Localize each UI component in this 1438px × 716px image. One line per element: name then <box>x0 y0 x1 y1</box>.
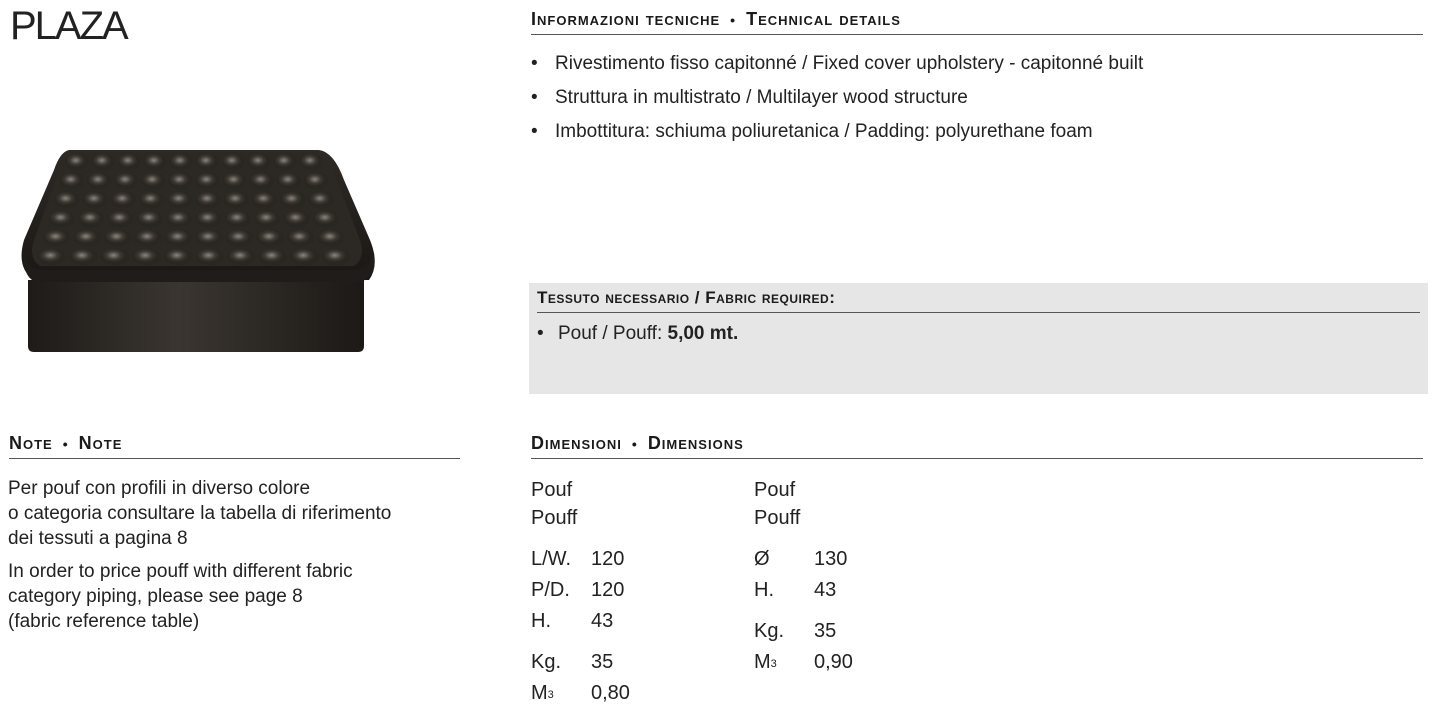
notes-paragraph-en: In order to price pouff with different fabric category piping, please see page 8 (fabric reference table) <box>8 561 353 632</box>
tuft <box>110 192 136 209</box>
list-item: • Imbottitura: schiuma poliuretanica / Padding: polyurethane foam <box>531 115 1423 149</box>
dimensions-square <box>531 476 731 709</box>
tuft <box>247 154 271 171</box>
tuft <box>287 230 315 247</box>
tuft <box>195 230 223 247</box>
dimensions-heading-en: Dimensions <box>647 433 744 453</box>
tuft <box>54 192 80 209</box>
dimensions-heading <box>531 433 1423 459</box>
tuft <box>195 211 222 228</box>
tuft <box>104 230 132 247</box>
tuft <box>195 192 221 209</box>
tuft <box>69 249 98 266</box>
dim-row-volume: $M^3$ 0,90 <box>754 651 853 673</box>
tuft <box>223 192 249 209</box>
tuft <box>165 230 193 247</box>
tuft <box>73 230 101 247</box>
dim-name-en: Pouff <box>531 507 578 529</box>
tuft <box>136 211 163 228</box>
tuft <box>304 173 329 190</box>
product-image <box>14 140 380 356</box>
tuft <box>225 211 252 228</box>
tuft <box>249 173 274 190</box>
dim-row-h: H. 43 <box>754 579 837 601</box>
bullet-icon: • <box>531 121 538 142</box>
tuft <box>37 249 66 266</box>
bullet-icon: • <box>537 323 544 344</box>
tuft <box>59 173 84 190</box>
tuft <box>114 173 139 190</box>
notes-body <box>8 476 468 642</box>
technical-heading <box>531 9 1423 35</box>
tuft <box>290 249 319 266</box>
tuft <box>254 211 281 228</box>
tuft <box>78 211 105 228</box>
tuft <box>308 192 334 209</box>
tuft <box>317 230 345 247</box>
tuft <box>43 230 71 247</box>
tuft <box>299 154 323 171</box>
tuft <box>276 173 301 190</box>
tuft <box>143 154 167 171</box>
fabric-heading: Tessuto necessario / Fabric required: <box>537 288 1420 313</box>
tuft <box>222 173 247 190</box>
tuft <box>227 249 256 266</box>
notes-heading-en: Note <box>78 433 123 453</box>
tuft <box>87 173 112 190</box>
heading-separator: • <box>730 12 737 28</box>
heading-separator: • <box>62 436 69 452</box>
tuft <box>280 192 306 209</box>
tuft <box>100 249 129 266</box>
notes-heading-it: Note <box>9 433 53 453</box>
tuft <box>65 154 89 171</box>
fabric-item <box>537 323 1428 345</box>
list-item: • Rivestimento fisso capitonné / Fixed cover upholstery - capitonné built <box>531 47 1423 81</box>
tuft <box>167 192 193 209</box>
heading-separator: • <box>631 436 638 452</box>
dim-row-lw: L/W. 120 <box>531 548 625 570</box>
tuft <box>283 211 310 228</box>
tuft <box>322 249 351 266</box>
tuft <box>252 192 278 209</box>
tuft <box>82 192 108 209</box>
tuft <box>226 230 254 247</box>
product-title: PLAZA <box>10 4 127 48</box>
technical-heading-it: Informazioni tecniche <box>531 9 721 29</box>
bullet-icon: • <box>531 53 538 74</box>
tuft <box>168 173 193 190</box>
fabric-item-value: 5,00 mt. <box>667 323 739 344</box>
dimensions-round <box>754 476 954 678</box>
tuft <box>139 192 165 209</box>
tuft <box>117 154 141 171</box>
tuft <box>195 249 224 266</box>
tuft <box>256 230 284 247</box>
technical-list <box>531 47 1423 149</box>
fabric-box <box>529 283 1428 394</box>
dim-row-kg: Kg. 35 <box>531 651 614 673</box>
dim-row-h: H. 43 <box>531 610 614 632</box>
dim-name-it: Pouf <box>531 479 573 501</box>
tuft <box>107 211 134 228</box>
tuft <box>195 154 219 171</box>
tuft <box>169 154 193 171</box>
fabric-item-label: Pouf / Pouff: <box>558 323 668 344</box>
tuft <box>273 154 297 171</box>
tuft <box>164 249 193 266</box>
dim-row-kg: Kg. 35 <box>754 620 837 642</box>
tuft <box>258 249 287 266</box>
tuft <box>313 211 340 228</box>
notes-paragraph-it: Per pouf con profili in diverso colore o categoria consultare la tabella di riferimento dei tessuti a pagina 8 <box>8 478 392 549</box>
dimensions-heading-it: Dimensioni <box>531 433 622 453</box>
notes-heading <box>9 433 460 459</box>
tuft <box>141 173 166 190</box>
tuft <box>221 154 245 171</box>
technical-heading-en: Technical details <box>746 9 901 29</box>
dim-row-volume: $M^3$ 0,80 <box>531 682 630 704</box>
dim-name-it: Pouf <box>754 479 796 501</box>
tuft <box>91 154 115 171</box>
tuft <box>166 211 193 228</box>
dim-name-en: Pouff <box>754 507 801 529</box>
dim-row-pd: P/D. 120 <box>531 579 625 601</box>
tuft <box>132 249 161 266</box>
list-item: • Struttura in multistrato / Multilayer wood structure <box>531 81 1423 115</box>
dim-row-diameter: Ø 130 <box>754 548 848 570</box>
tuft <box>48 211 75 228</box>
tuft <box>134 230 162 247</box>
tuft <box>195 173 220 190</box>
bullet-icon: • <box>531 87 538 108</box>
